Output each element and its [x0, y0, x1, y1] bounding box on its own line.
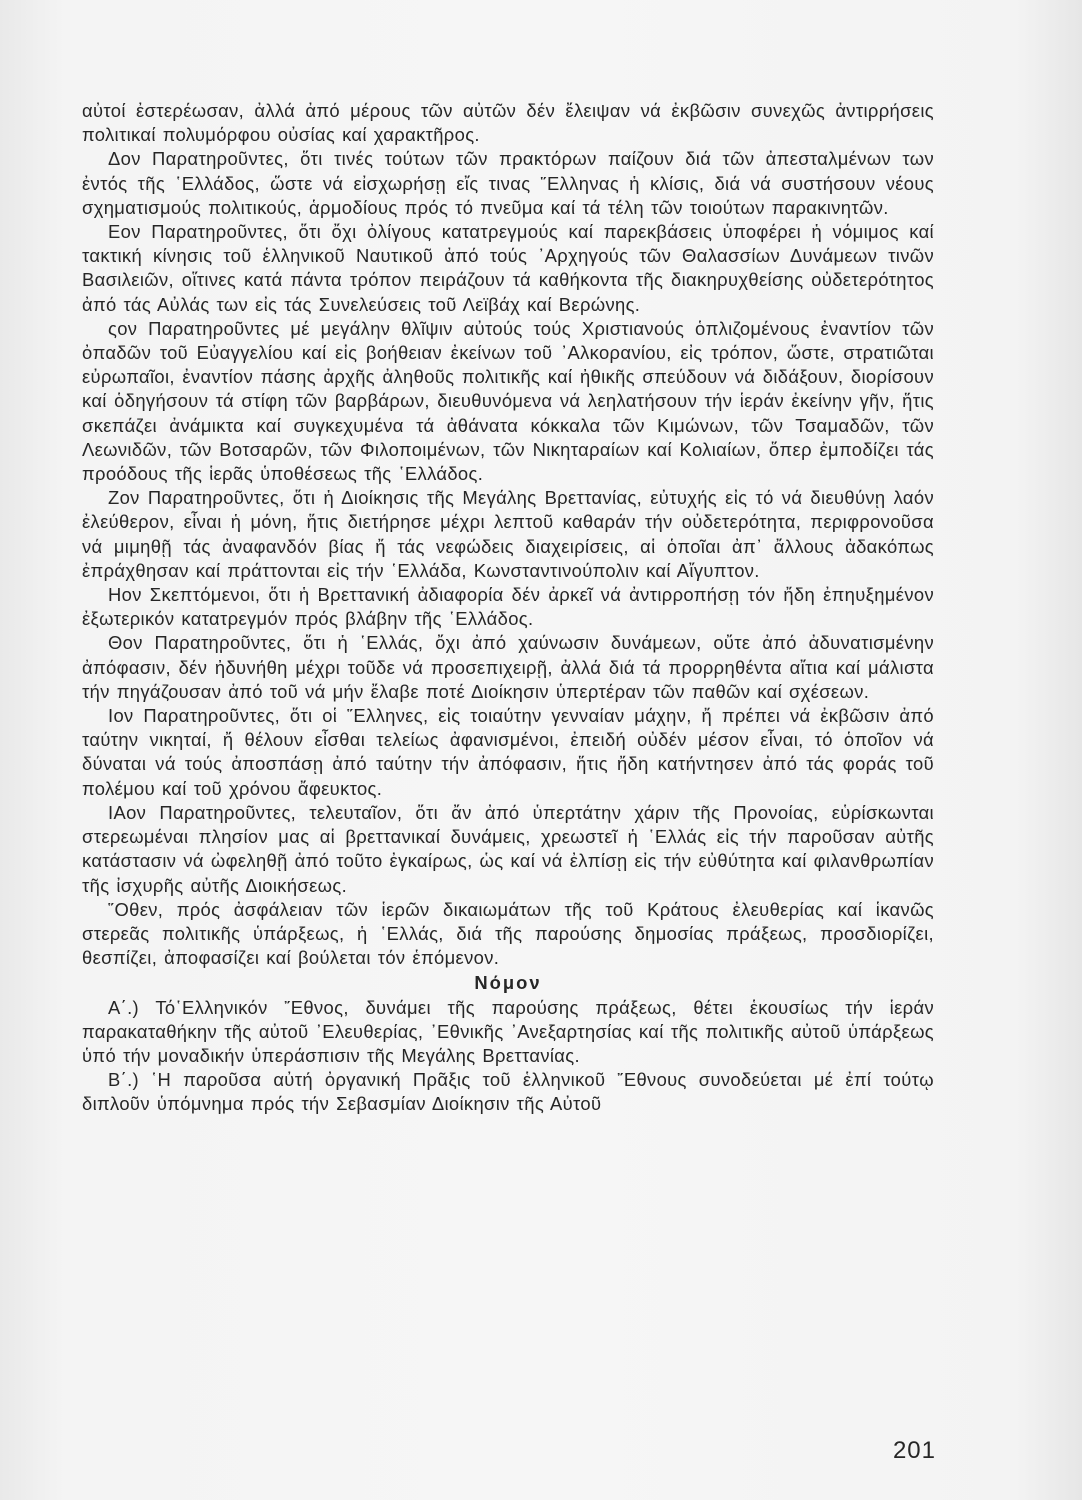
law-heading: Νόμον: [474, 972, 542, 994]
paragraph-8: Ηον Σκεπτόμενοι, ὅτι ἡ Βρεττανική ἀδιαφορία δέν ἀρκεῖ νά ἀντιρροπήσῃ τόν ἤδη ἐπηυξημένον ἐξωτερικόν κατατρεγμόν πρός βλάβην τῆς ῾Ελλάδος.: [82, 584, 934, 630]
paragraph-continuation: αὐτοί ἐστερέωσαν, ἀλλά ἀπό μέρους τῶν αὐτῶν δέν ἔλειψαν νά ἐκβῶσιν συνεχῶς ἀντιρρήσεις πολιτικαί πολυμόρφου οὐσίας καί χαρακτῆρος.: [82, 100, 934, 146]
body-text: [82, 99, 934, 1117]
paragraph-6: ςον Παρατηροῦντες μέ μεγάλην θλῖψιν αὐτούς τούς Χριστιανούς ὁπλιζομένους ἐναντίον τῶν ὀπαδῶν τοῦ Εὐαγγελίου καί εἰς βοήθειαν ἐκείνων τοῦ ᾿Αλκορανίου, εἰς τρόπον, ὥστε, στρατιῶται εὐρωπαῖοι, ἐναντίον πάσης ἀρχῆς ἀληθοῦς πολιτικῆς καί ἠθικῆς σπεύδουν νά διδάξουν, διορίσουν καί ὁδηγήσουν τά στίφη τῶν βαρβάρων, διευθυνόμενα νά λεηλατήσουν τήν ἱεράν ἐκείνην γῆν, ἥτις σκεπάζει ἀνάμικτα καί συγκεχυμένα τά ἀθάνατα κόκκαλα τῶν Κιμώνων, τῶν Τσαμαδῶν, τῶν Λεωνιδῶν, τῶν Βοτσαρῶν, τῶν Φιλοποιμένων, τῶν Νικηταραίων καί Κολιαίων, ὅπερ ἐμποδίζει τάς προόδους τῆς ἱερᾶς ὑποθέσεως τῆς ῾Ελλάδος.: [82, 317, 934, 485]
paragraph-5: Εον Παρατηροῦντες, ὅτι ὄχι ὀλίγους κατατρεγμούς καί παρεκβάσεις ὑποφέρει ἡ νόμιμος καί τακτική κίνησις τοῦ ἑλληνικοῦ Ναυτικοῦ ἀπό τούς ᾿Αρχηγούς τῶν Θαλασσίων Δυνάμεων τινῶν Βασιλειῶν, οἵτινες κατά πάντα τρόπον πειράζουν τά καθήκοντα τῆς διακηρυχθείσης οὐδετερότητος ἀπό τάς Αὐλάς των εἰς τάς Συνελεύσεις τοῦ Λεϊβάχ καί Βερώνης.: [82, 221, 934, 315]
paragraph-4: Δον Παρατηροῦντες, ὅτι τινές τούτων τῶν πρακτόρων παίζουν διά τῶν ἀπεσταλμένων των ἐντός τῆς ῾Ελλάδος, ὥστε νά εἰσχωρήσῃ εἴς τινας ῞Ελληνας ἡ κλίσις, διά νά συστήσουν νέους σχηματισμούς πολιτικούς, ἁρμοδίους πρός τό πνεῦμα καί τά τέλη τῶν τοιούτων παρακινητῶν.: [82, 148, 934, 218]
paragraph-resolution: ῞Οθεν, πρός ἀσφάλειαν τῶν ἱερῶν δικαιωμάτων τῆς τοῦ Κράτους ἐλευθερίας καί ἱκανῶς στερεᾶς πολιτικῆς ὑπάρξεως, ἡ ῾Ελλάς, διά τῆς παρούσης δημοσίας πράξεως, προσδιορίζει, θεσπίζει, ἀποφασίζει καί βούλεται τόν ἑπόμενον.: [82, 898, 934, 969]
paragraph-11: ΙΑον Παρατηροῦντες, τελευταῖον, ὅτι ἄν ἀπό ὑπερτάτην χάριν τῆς Προνοίας, εὑρίσκωνται στερεωμέναι πλησίον μας αἱ βρεττανικαί δυνάμεις, χρεωστεῖ ἡ ῾Ελλάς εἰς τήν παροῦσαν αὐτῆς κατάστασιν νά ὠφεληθῇ ἀπό τοῦτο ἐγκαίρως, ὡς καί νά ἐλπίσῃ εἰς τήν εὐθύτητα καί φιλανθρωπίαν τῆς ἰσχυρῆς αὐτῆς Διοικήσεως.: [82, 801, 934, 896]
article-b: Β΄.) ῾Η παροῦσα αὐτή ὀργανική Πρᾶξις τοῦ ἑλληνικοῦ ῎Εθνους συνοδεύεται μέ ἐπί τούτῳ διπλοῦν ὑπόμνημα πρός τήν Σεβασμίαν Διοίκησιν τῆς Αὐτοῦ: [82, 1069, 934, 1115]
paragraph-7: Ζον Παρατηροῦντες, ὅτι ἡ Διοίκησις τῆς Μεγάλης Βρεττανίας, εὐτυχής εἰς τό νά διευθύνῃ λαόν ἐλεύθερον, εἶναι ἡ μόνη, ἥτις διετήρησε μέχρι λεπτοῦ καθαράν τήν οὐδετερότητα, περιφρονοῦσα νά μιμηθῇ τάς ἀναφανδόν βίας ἤ τάς νεφώδεις διαχειρίσεις, αἱ ὁποῖαι ἀπ᾿ ἄλλους ἀδακόπως ἐπράχθησαν καί πράττονται εἰς τήν ῾Ελλάδα, Κωνσταντινούπολιν καί Αἴγυπτον.: [82, 487, 934, 581]
paragraph-9: Θον Παρατηροῦντες, ὅτι ἡ ῾Ελλάς, ὄχι ἀπό χαύνωσιν δυνάμεων, οὔτε ἀπό ἀδυνατισμένην ἀπόφασιν, δέν ἠδυνήθη μέχρι τοῦδε νά προσεπιχειρῇ, ἀλλά διά τά προρρηθέντα αἴτια καί μάλιστα τήν πηγάζουσαν ἀπό τοῦ νά μήν ἔλαβε ποτέ Διοίκησιν ὑπερτέραν τῶν παθῶν καί σχέσεων.: [82, 632, 934, 702]
article-a: Α΄.) Τό῾Ελληνικόν ῎Εθνος, δυνάμει τῆς παρούσης πράξεως, θέτει ἑκουσίως τήν ἱεράν παρακαταθήκην τῆς αὐτοῦ ᾿Ελευθερίας, ᾿Εθνικῆς ᾿Ανεξαρτησίας καί τῆς πολιτικῆς αὐτοῦ ὑπάρξεως ὑπό τήν μοναδικήν ὑπεράσπισιν τῆς Μεγάλης Βρεττανίας.: [82, 996, 934, 1066]
page-number: 201: [892, 1437, 936, 1464]
paragraph-10: Ιον Παρατηροῦντες, ὅτι οἱ ῞Ελληνες, εἰς τοιαύτην γενναίαν μάχην, ἤ πρέπει νά ἐκβῶσιν ἀπό ταύτην νικηταί, ἤ θέλουν εἶσθαι τελείως ἀφανισμένοι, ἐπειδή οὐδέν μέσον εἶναι, τό ὁποῖον νά δύναται νά τούς ἀποσπάσῃ ἀπό ταύτην τήν ἀπόφασιν, ἥτις ἤδη κατήντησεν ἀπό τάς φοράς τοῦ πολέμου καί τοῦ χρόνου ἄφευκτος.: [82, 705, 934, 799]
